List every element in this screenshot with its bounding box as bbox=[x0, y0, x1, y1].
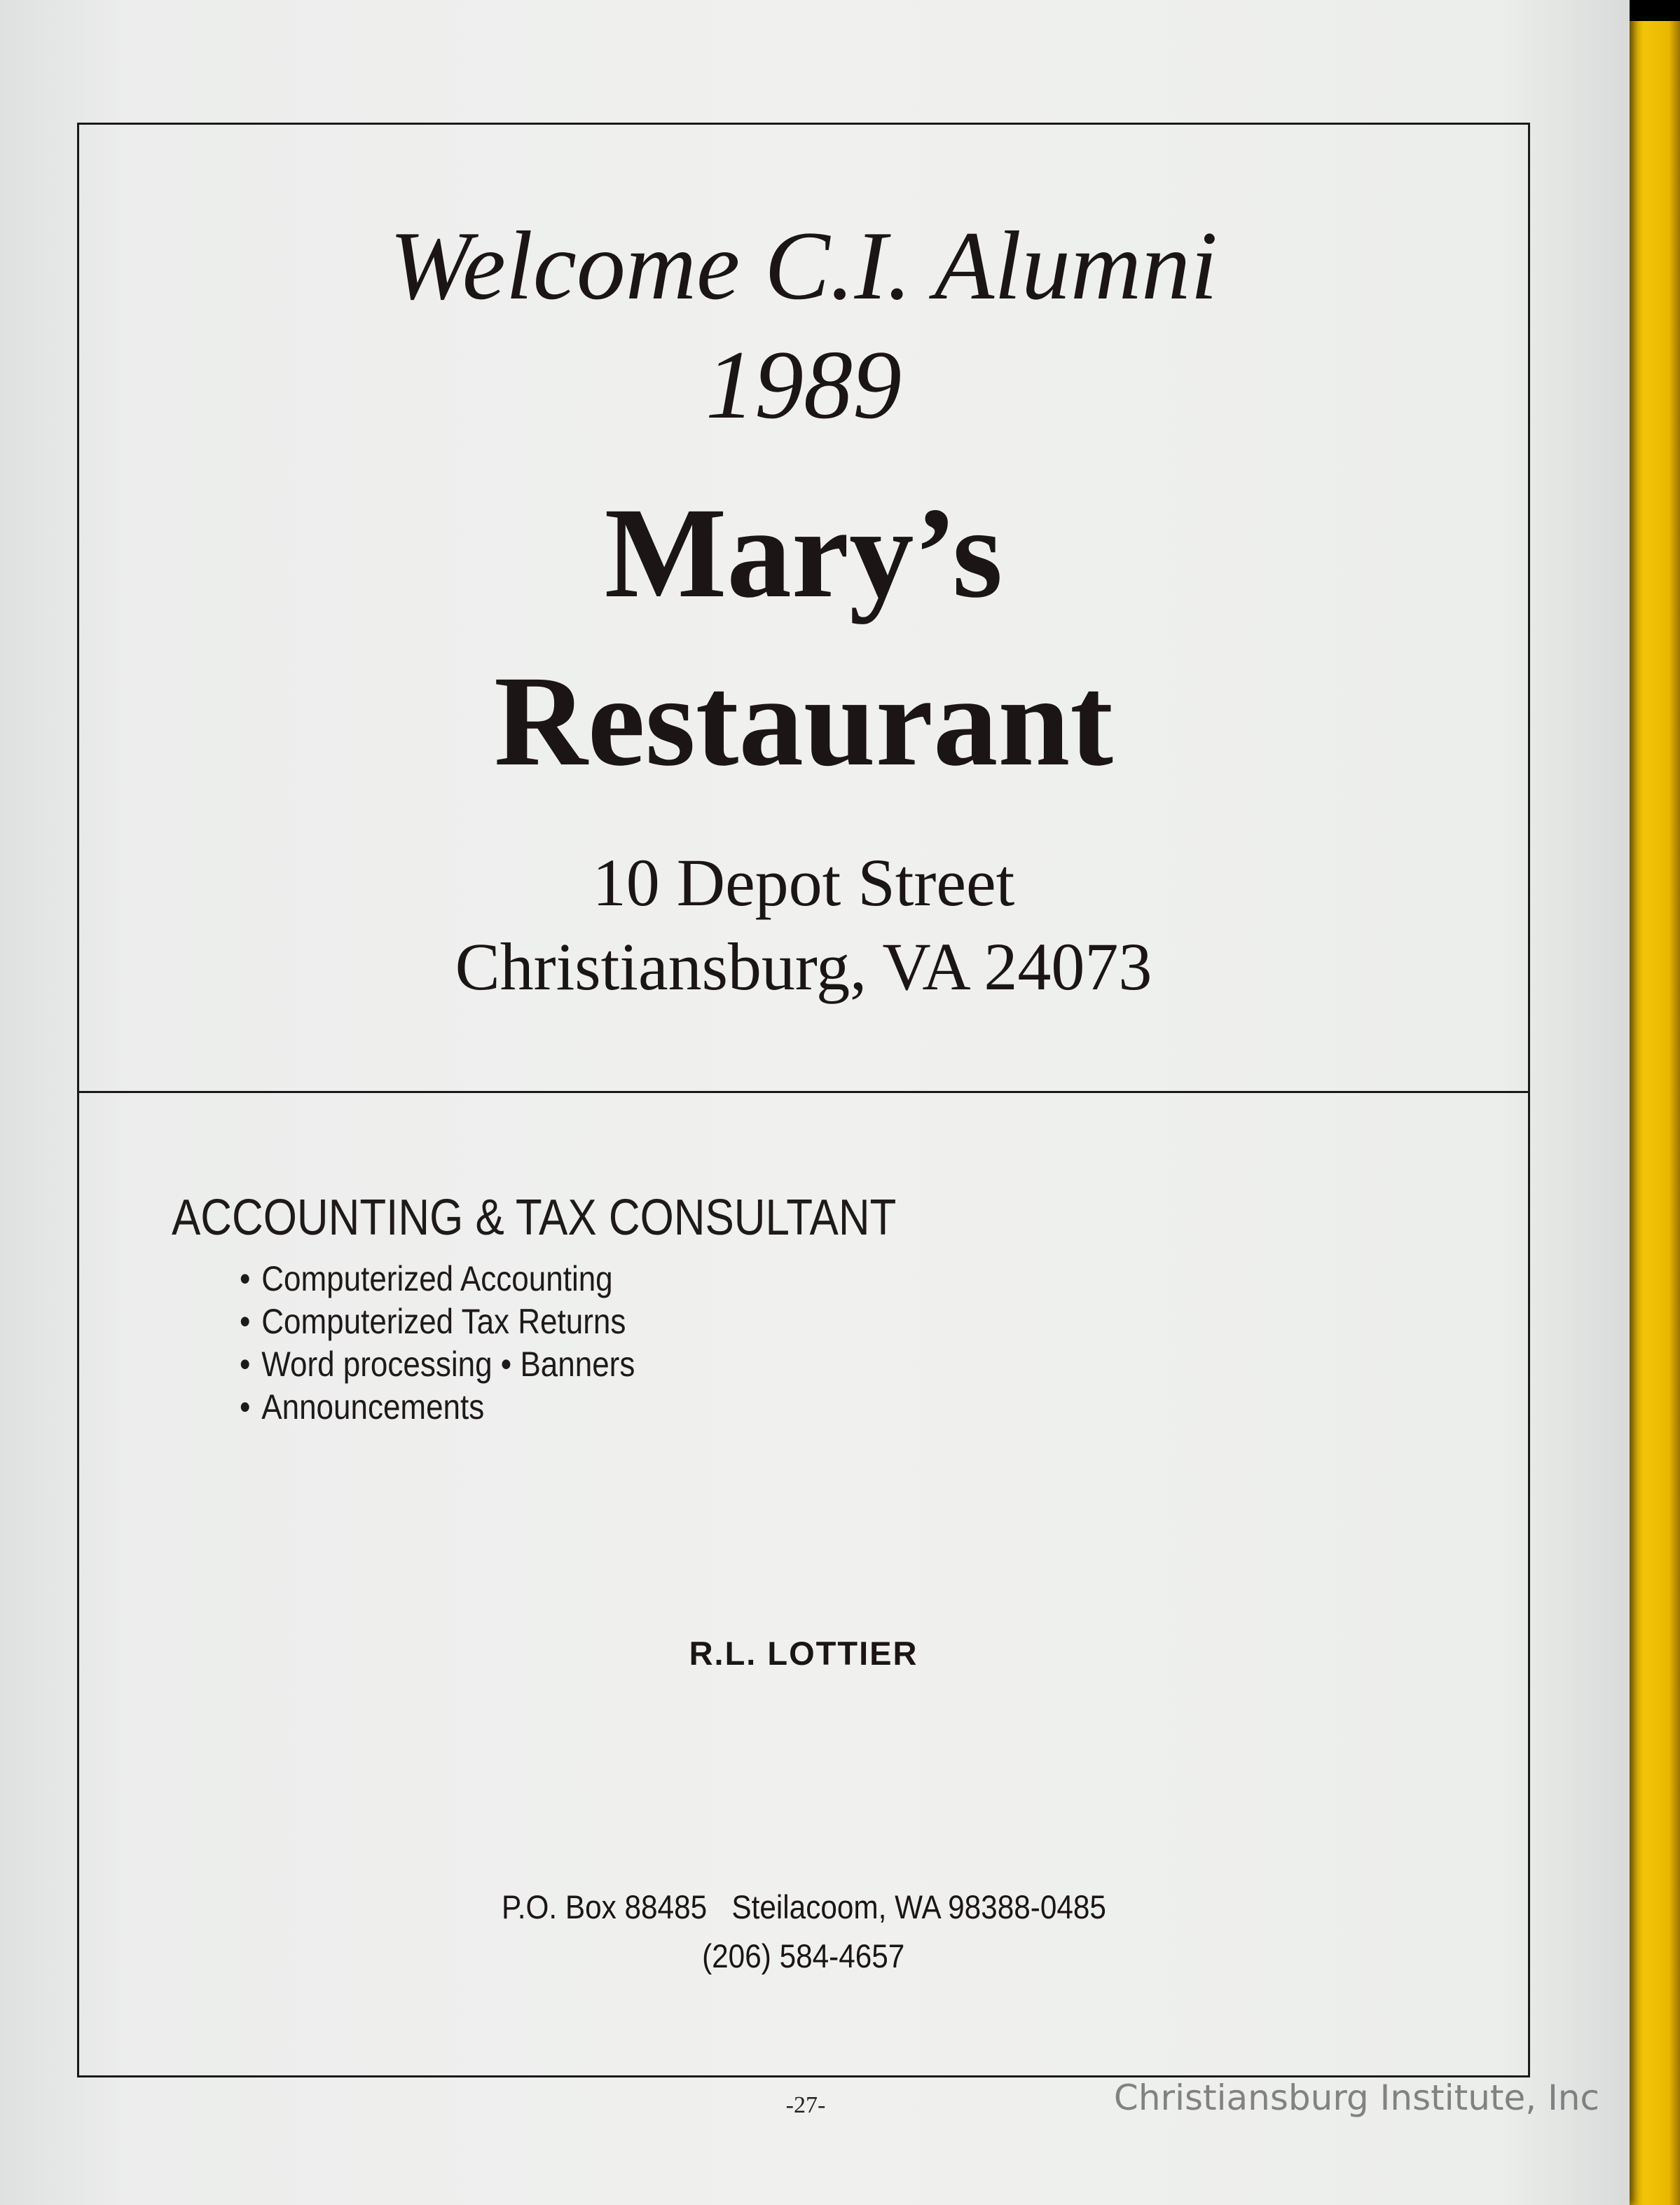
ad-divider bbox=[77, 1091, 1530, 1093]
services-list bbox=[240, 1258, 689, 1429]
service-item bbox=[240, 1343, 635, 1386]
service-label: Word processing • Banners bbox=[261, 1345, 635, 1384]
page-number: -27- bbox=[785, 2092, 826, 2118]
restaurant-street: 10 Depot Street bbox=[592, 845, 1015, 920]
consultant-heading: ACCOUNTING & TAX CONSULTANT bbox=[172, 1190, 897, 1246]
service-label: Computerized Tax Returns bbox=[261, 1302, 626, 1341]
service-item bbox=[240, 1300, 635, 1343]
welcome-heading: Welcome C.I. Alumni bbox=[389, 212, 1218, 320]
consultant-address-text: P.O. Box 88485 Steilacoom, WA 98388-0485 bbox=[501, 1888, 1106, 1925]
welcome-year: 1989 bbox=[705, 331, 902, 439]
service-item bbox=[240, 1386, 635, 1429]
service-label: Computerized Accounting bbox=[261, 1259, 613, 1298]
bullet-icon: • bbox=[240, 1345, 251, 1384]
yellow-cover-edge bbox=[1624, 21, 1680, 2205]
consultant-owner: R.L. LOTTIER bbox=[689, 1635, 918, 1672]
restaurant-city: Christiansburg, VA 24073 bbox=[455, 929, 1152, 1004]
bullet-icon: • bbox=[240, 1302, 251, 1341]
consultant-phone-text: (206) 584-4657 bbox=[702, 1937, 905, 1974]
restaurant-name-line2: Restaurant bbox=[494, 650, 1113, 793]
bullet-icon: • bbox=[240, 1259, 251, 1298]
consultant-address bbox=[77, 1886, 1530, 1928]
service-item bbox=[240, 1258, 635, 1300]
watermark: Christiansburg Institute, Inc bbox=[1113, 2077, 1599, 2118]
service-label: Announcements bbox=[261, 1387, 485, 1427]
bullet-icon: • bbox=[240, 1387, 251, 1427]
consultant-phone bbox=[77, 1935, 1530, 1977]
restaurant-name-line1: Mary’s bbox=[604, 481, 1003, 625]
